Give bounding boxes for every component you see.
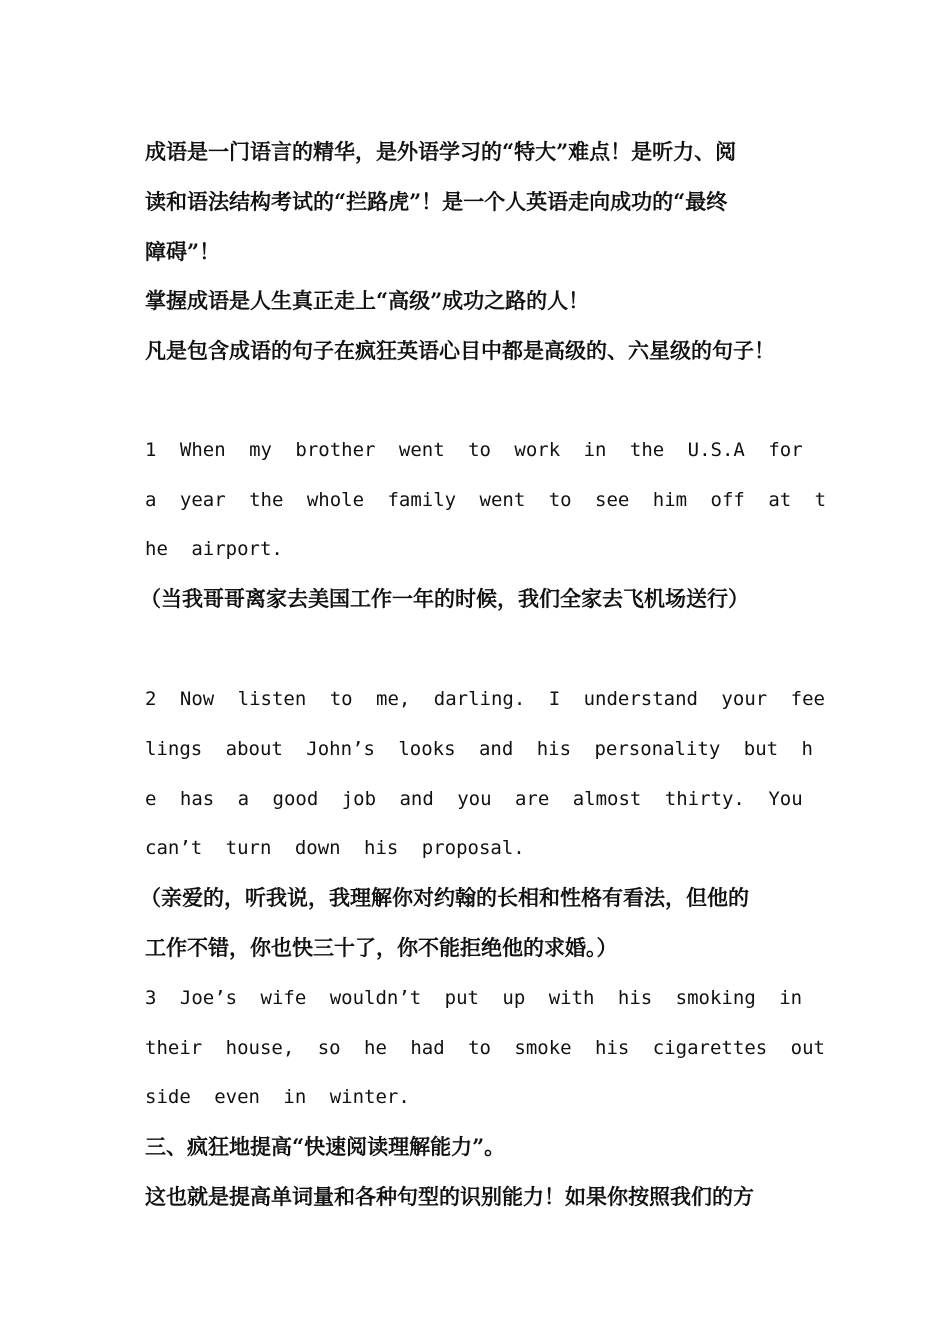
example-1-line-3: he airport.: [145, 538, 283, 560]
example-2-translation-1: （亲爱的，听我说，我理解你对约翰的长相和性格有看法，但他的: [140, 885, 749, 910]
example-2-line-4: can’t turn down his proposal.: [145, 837, 525, 859]
intro-line-4: 掌握成语是人生真正走上“高级”成功之路的人！: [145, 288, 590, 313]
intro-line-3: 障碍”！: [145, 239, 221, 264]
example-2-line-2: lings about John’s looks and his personality but h: [145, 738, 813, 760]
example-3-line-1: 3 Joe’s wife wouldn’t put up with his smoking in: [145, 987, 803, 1009]
intro-line-1: 成语是一门语言的精华，是外语学习的“特大”难点！是听力、阅: [145, 139, 737, 164]
example-1-line-1: 1 When my brother went to work in the U.S.A for: [145, 439, 803, 461]
intro-line-5: 凡是包含成语的句子在疯狂英语心目中都是高级的、六星级的句子！: [145, 338, 775, 363]
example-2-translation-2: 工作不错，你也快三十了，你不能拒绝他的求婚。）: [145, 935, 618, 960]
example-2-line-1: 2 Now listen to me, darling. I understand your fee: [145, 688, 825, 710]
example-3-line-2: their house, so he had to smoke his cigarettes out: [145, 1037, 825, 1059]
intro-line-2: 读和语法结构考试的“拦路虎”！是一个人英语走向成功的“最终: [145, 189, 728, 214]
section-3-body-line-1: 这也就是提高单词量和各种句型的识别能力！如果你按照我们的方: [145, 1184, 754, 1209]
example-2-line-3: e has a good job and you are almost thirty. You: [145, 788, 803, 810]
example-1-translation: （当我哥哥离家去美国工作一年的时候，我们全家去飞机场送行）: [140, 586, 749, 611]
example-3-line-3: side even in winter.: [145, 1086, 410, 1108]
example-1-line-2: a year the whole family went to see him off at t: [145, 489, 827, 511]
section-3-heading: 三、疯狂地提高“快速阅读理解能力”。: [145, 1134, 506, 1159]
